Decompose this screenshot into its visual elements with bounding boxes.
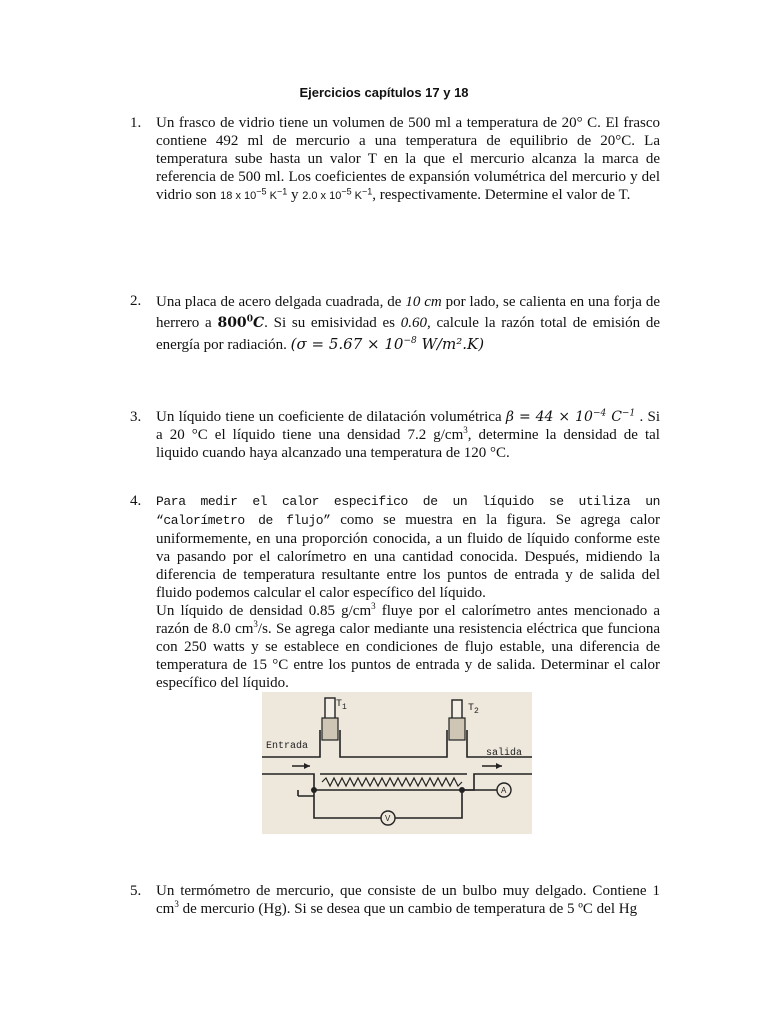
exercise-number: 2. (130, 293, 142, 309)
exercise-number: 4. (130, 493, 142, 509)
exercise-text (156, 492, 660, 692)
beta-coefficient: $\beta = 44 \times 10^{-4}$ $C^{-1}$ (505, 408, 636, 425)
inlet-label: Entrada (266, 741, 309, 752)
voltmeter-label: V (385, 814, 391, 823)
exercise-text: Un termómetro de mercurio, que consiste de un bulbo muy delgado. Contiene 1 $cm^3$ de mercurio (Hg). Si se desea que un cambio de temperatura de 5 ºC del Hg (156, 883, 660, 917)
coefficient-mercury: 18 x $10^{-5}$ $K^{-1}$ (220, 186, 288, 202)
thermometer-1-label: $T_1$ (336, 699, 347, 712)
page-title: Ejercicios capítulos 17 y 18 (299, 85, 469, 100)
calorimeter-diagram (262, 692, 532, 834)
paragraph: Un líquido de densidad 0.85 $g/cm^3$ fluye por el calorímetro antes mencionado a razón de 8.0 $cm^3/s$. Se agrega calor mediante una resistencia eléctrica que funciona con 250 watts y se establece en condiciones de flujo estable, una diferencia de temperatura de 15 °C entre los puntos de entrada y de salida. Determinar el calor específico del líquido. (156, 601, 661, 691)
plate-side: 10 cm (405, 294, 442, 310)
exercise-number: 3. (130, 409, 142, 425)
forge-temperature: $800^0C$ (217, 314, 265, 331)
outlet-label: salida (486, 748, 523, 759)
exercise-text: Una placa de acero delgada cuadrada, de 10 cm por lado, se calienta en una forja de herrero a $800^0C$. Si su emisividad es 0.60, calcule la razón total de emisión de energía por radiación. ($\sigma = 5.67 \times 10^{-8}$ W/m².K) (156, 294, 660, 353)
exercise-lead: Para medir el calor especifico de un líquido se utiliza un “calorímetro de flujo” (156, 494, 660, 528)
flow-calorimeter-figure (262, 692, 532, 834)
emissivity: 0.60 (400, 315, 427, 331)
paragraph: Para medir el calor especifico de un líquido se utiliza un “calorímetro de flujo” como se muestra en la figura. Se agrega calor uniformemente, en una proporción conocida, a un fluido de líquido conforme este va pasando por el calorímetro en una cantidad conocida. Después, midiendo la diferencia de temperatura resultante entre los puntos de entrada y de salida del fluido podemos calcular el calor específico del líquido. (156, 494, 660, 601)
exercise-text: Un líquido tiene un coeficiente de dilatación volumétrica $\beta = 44 \times 10^{-4}$ $C^{-1}$ . Si a 20 °C el líquido tiene una densidad 7.2 $g/cm^3$, determine la densidad de tal liquido cuando haya alcanzado una temperatura de 120 °C. (156, 408, 661, 461)
exercise-number: 1. (130, 115, 142, 131)
stefan-constant: ($\sigma = 5.67 \times 10^{-8}$ W/m².K) (290, 335, 485, 353)
exercise-number: 5. (130, 883, 142, 899)
ammeter-label: A (501, 786, 507, 795)
coefficient-glass: 2.0 x $10^{-5}$ $K^{-1}$ (302, 186, 373, 202)
exercise-text: Un frasco de vidrio tiene un volumen de 500 ml a temperatura de 20° C. El frasco contiene 492 ml de mercurio a una temperatura de equilibrio de 20°C. La temperatura sube hasta un valor T en la que el mercurio alcanza la marca de referencia de 500 ml. Los coeficientes de expansión volumétrica del mercurio y del vidrio son 18 x $10^{-5}$ $K^{-1}$ y 2.0 x $10^{-5}$ $K^{-1}$, respectivamente. Determine el valor de T. (156, 115, 660, 203)
thermometer-2-label: $T_2$ (468, 703, 479, 716)
